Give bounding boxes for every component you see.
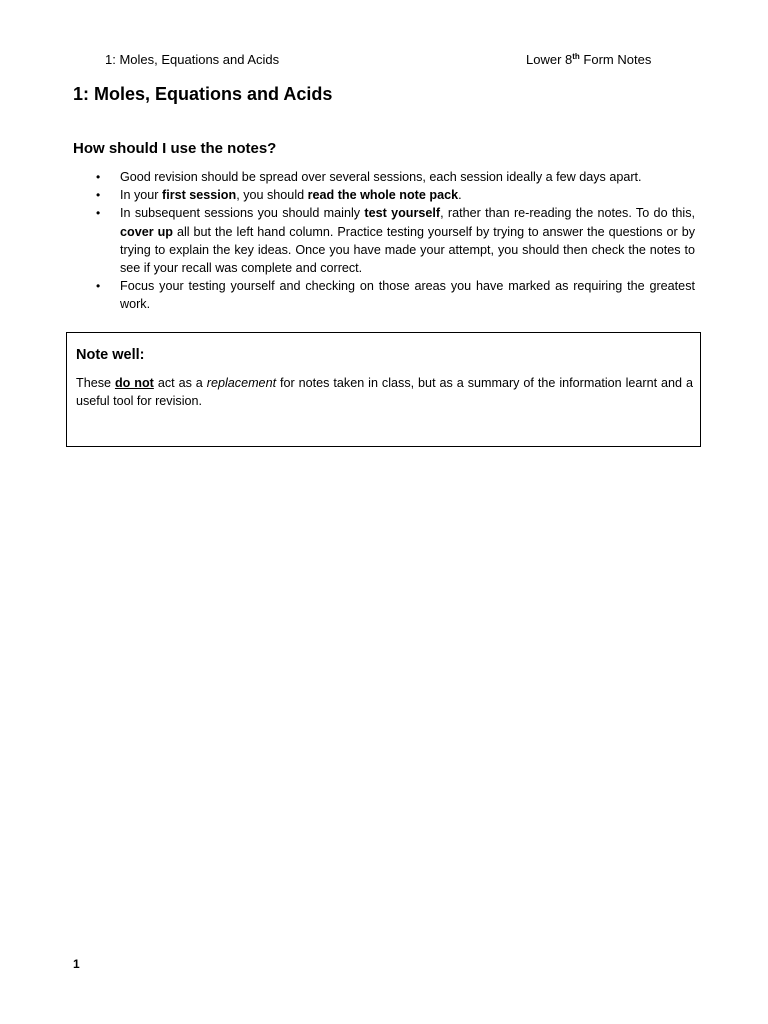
list-item-text: In subsequent sessions you should mainly [120, 206, 365, 221]
list-item [96, 204, 695, 277]
header-course-superscript: th [572, 52, 580, 61]
note-well-text [76, 374, 693, 410]
how-to-use-heading: How should I use the notes? [73, 140, 277, 157]
note-text-segment: for notes taken in class, but as a summary of the information learnt and a useful tool for revision. [76, 376, 693, 409]
bullet-icon: • [96, 279, 101, 294]
page-number: 1 [73, 957, 80, 971]
bullet-icon: • [96, 206, 101, 221]
list-item-text: In your [120, 188, 162, 203]
list-item [96, 168, 695, 186]
list-item-text: Good revision should be spread over several sessions, each session ideally a few days apart. [120, 170, 642, 184]
note-italic: replacement [206, 376, 277, 390]
list-item-text: . [458, 188, 462, 203]
list-item-text: , rather than re-reading the notes. To do this, [440, 206, 695, 221]
note-well-title: Note well: [76, 347, 145, 363]
bullet-icon: • [96, 170, 101, 184]
how-to-use-list [96, 168, 695, 314]
running-header-course [526, 52, 651, 67]
running-header-title: 1: Moles, Equations and Acids [105, 52, 280, 67]
list-item [96, 277, 695, 313]
page-title: 1: Moles, Equations and Acids [73, 84, 333, 104]
list-item-text: , you should [236, 188, 308, 203]
note-text-segment: These [76, 376, 115, 390]
list-item-emphasis: test yourself [364, 206, 441, 221]
header-course-prefix: Lower 8 [526, 52, 573, 67]
note-text-segment: act as a [153, 376, 207, 390]
list-item-emphasis: read the whole note pack [307, 188, 459, 203]
list-item-text: Focus your testing yourself and checking on those areas you have marked as requiring the greatest work. [120, 279, 695, 312]
note-well-box [66, 332, 701, 447]
bullet-icon: • [96, 188, 101, 203]
list-item [96, 186, 695, 204]
list-item-text: all but the left hand column. Practice testing yourself by trying to answer the questions or by trying to explain the key ideas. Once you have made your attempt, you should then check the notes to see if your recall was complete and correct. [120, 224, 695, 276]
header-course-suffix: Form Notes [579, 52, 652, 67]
list-item-emphasis: cover up [120, 224, 173, 239]
list-item-emphasis: first session [162, 188, 237, 203]
note-emphasis: do not [114, 376, 154, 390]
